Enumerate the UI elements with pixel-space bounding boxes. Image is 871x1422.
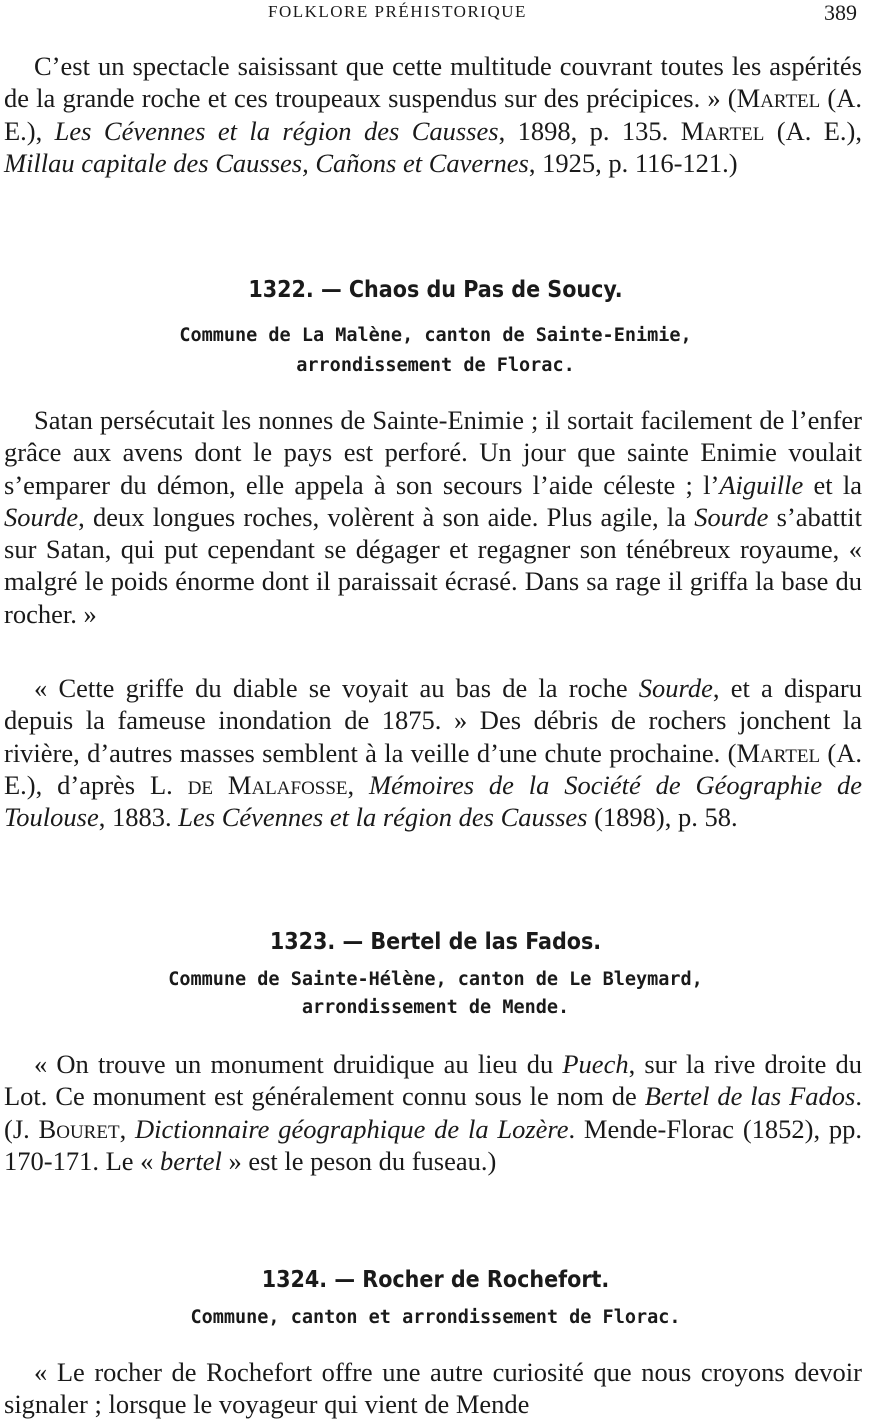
author-name: Martel [736,83,821,114]
author-name: Martel [736,737,821,768]
author-name: de Malafosse [187,769,348,800]
paragraph-1324: « Le rocher de Rochefort offre une autre curiosité que nous croyons devoir signaler ; lorsque le voyageur qui vient de Mende [4,1357,862,1420]
paragraph-intro: C’est un spectacle saisissant que cette multitude couvrant toutes les aspérités de la grande roche et ces troupeaux suspendus sur des précipices. » (Martel (A. E.), Les Cévennes et la région des Causses, 1898, p. 135. Martel (A. E.), Millau capitale des Causses, Cañons et Cavernes, 1925, p. 116-121.) [4,51,863,178]
running-head [0,2,871,28]
section-heading-1323: 1323. — Bertel de las Fados. [269,929,602,955]
section-subheading-1322-line1: Commune de La Malène, canton de Sainte-Enimie, [179,325,692,346]
paragraph-1322-b: « Cette griffe du diable se voyait au bas de la roche Sourde, et a disparu depuis la fameuse inondation de 1875. » Des débris de rochers jonchent la rivière, d’autres masses semblent à la veille d’une chute prochaine. (Martel (A. E.), d’après L. de Malafosse, Mémoires de la Société de Géographie de Toulouse, 1883. Les Cévennes et la région des Causses (1898), p. 58. [4,673,863,833]
section-subheading-1322-line2: arrondissement de Florac. [296,355,575,376]
paragraph-1322-a: Satan persécutait les nonnes de Sainte-Enimie ; il sortait facilement de l’enfer grâce aux avens dont le pays est perforé. Un jour que sainte Enimie voulait s’emparer du démon, elle appela à son secours l’aide céleste ; l’Aiguille et la Sourde, deux longues roches, volèrent à son aide. Plus agile, la Sourde s’abattit sur Satan, qui put cependant se dégager et regagner son ténébreux royaume, « malgré le poids énorme dont il paraissait écrasé. Dans sa rage il griffa la base du rocher. » [4,405,862,629]
section-heading-1324: 1324. — Rocher de Rochefort. [261,1267,610,1293]
paragraph-1323: « On trouve un monument druidique au lieu du Puech, sur la rive droite du Lot. Ce monument est généralement connu sous le nom de Bertel de las Fados. (J. Bouret, Dictionnaire géographique de la Lozère. Mende-Florac (1852), pp. 170-171. Le « bertel » est le peson du fuseau.) [4,1049,863,1176]
section-subheading-1323-line1: Commune de Sainte-Hélène, canton de Le Bleymard, [168,969,703,990]
author-name: Martel [680,115,765,146]
section-heading-1322: 1322. — Chaos du Pas de Soucy. [248,277,623,303]
author-name: Bouret [38,1113,120,1144]
book-title: Les Cévennes et la région des Causses [54,115,499,146]
section-subheading-1324: Commune, canton et arrondissement de Florac. [190,1307,681,1328]
running-head-title: FOLKLORE PRÉHISTORIQUE [268,2,527,21]
section-subheading-1323-line2: arrondissement de Mende. [301,997,570,1018]
page-number: 389 [824,0,857,25]
book-title: Millau capitale des Causses, Cañons et Cavernes [4,147,529,178]
